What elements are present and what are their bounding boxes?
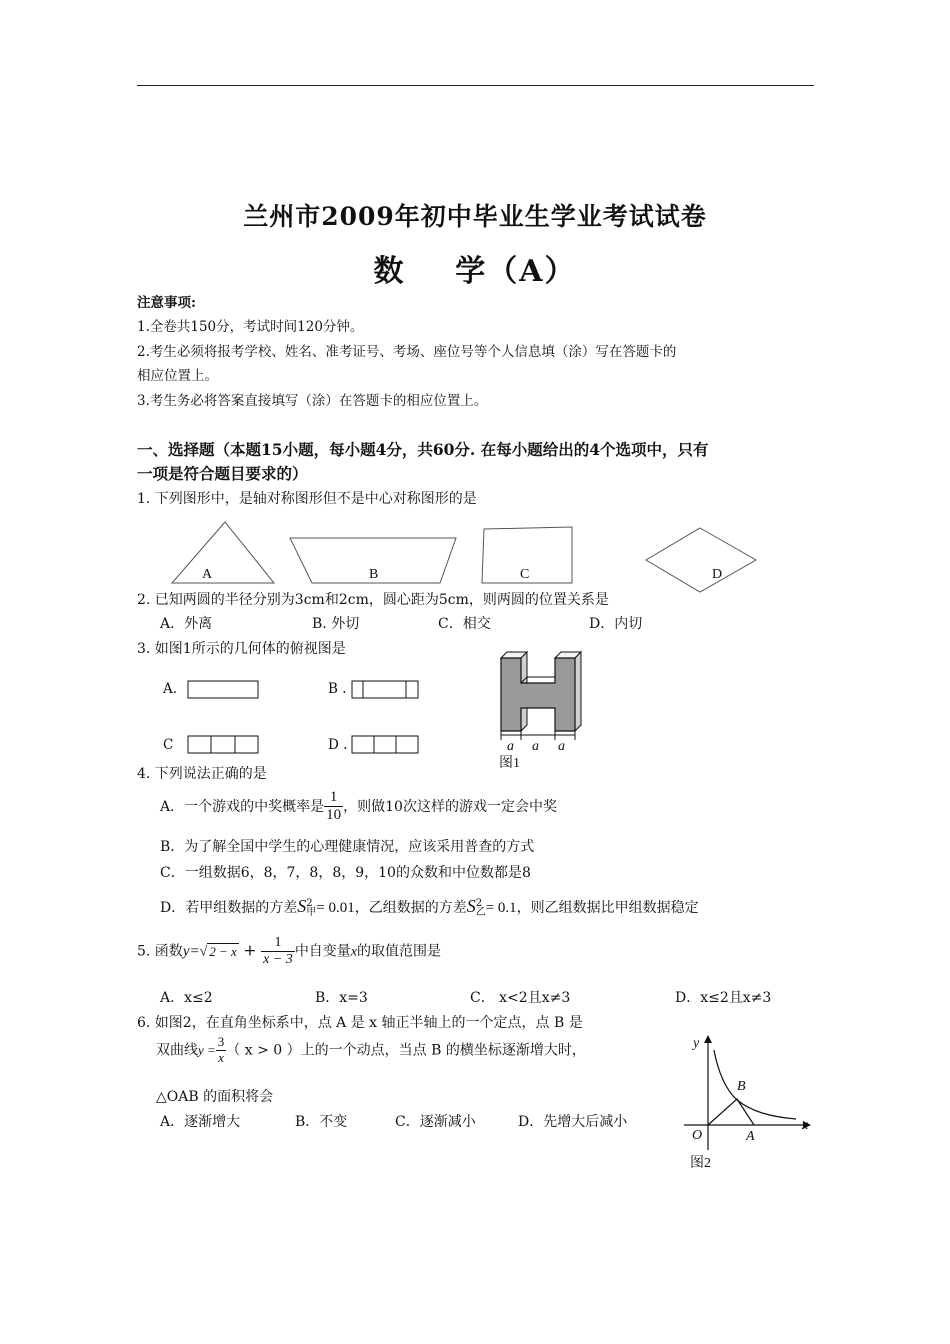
notice-item-2-cont: 相应位置上。 [137,368,218,384]
section-heading: 一、选择题（本题15小题，每小题4分，共60分. 在每小题给出的4个选项中，只有 [137,440,709,459]
q6-option-b: B．不变 [295,1114,348,1130]
q3-label-c: C [163,737,174,753]
q1-label-a: A [202,567,213,582]
q6-option-c: C．逐渐减小 [395,1114,476,1130]
q3-stem: 3. 如图1所示的几何体的俯视图是 [137,641,346,657]
q6-stem: 6. 如图2，在直角坐标系中，点 A 是 x 轴正半轴上的一个定点，点 B 是 [137,1015,583,1031]
q5-option-c: C． x<2且x≠3 [470,990,571,1006]
axis-label-y: y [693,1036,700,1051]
q1-label-b: B [369,567,379,582]
q3-label-a: A. [163,681,178,697]
point-b-label: B [737,1079,746,1094]
q5-stem: 5. 函数y=√ 2 − x + $\frac{1}{x - 3}$ 中自变量x的取值范围是 [137,935,442,968]
q5-option-b: B．x=3 [315,990,368,1006]
triangle-oab [708,1099,754,1125]
q2-option-b: B. 外切 [312,616,360,632]
q2-stem: 2. 已知两圆的半径分别为3cm和2cm，圆心距为5cm，则两圆的位置关系是 [137,592,609,608]
dim-label-2: a [532,739,539,754]
q1-label-d: D [712,567,723,582]
exam-title: 兰州市2009年初中毕业生学业考试试卷 [243,202,707,231]
origin-label: O [692,1128,703,1143]
q3-label-b: B . [328,681,347,697]
q4-option-a: A．一个游戏的中奖概率是 $\frac{1}{10}$ ，则做10次这样的游戏一定会中奖 [160,789,557,824]
q4-stem: 4. 下列说法正确的是 [137,766,267,782]
notice-heading: 注意事项: [137,295,196,311]
point-a-label: A [746,1129,755,1144]
dim-label-3: a [558,739,565,754]
dim-label-1: a [507,739,514,754]
q6-option-d: D．先增大后减小 [518,1114,628,1130]
q6-option-a: A．逐渐增大 [160,1114,241,1130]
q5-option-d: D．x≤2且x≠3 [675,990,772,1006]
q6-stem-line2: 双曲线y = $\frac{3}{x}$ （ x > 0 ）上的一个动点，当点 B 的横坐标逐渐增大时， [156,1034,586,1065]
notice-item-2: 2.考生必须将报考学校、姓名、准考证号、考场、座位号等个人信息填（涂）写在答题卡的 [137,344,677,360]
subject-title: 数 学（A） [373,254,577,289]
q3-label-d: D . [328,737,348,753]
q2-option-c: C．相交 [438,616,491,632]
q5-option-a: A．x≤2 [160,990,213,1006]
notice-item-3: 3.考生务必将答案直接填写（涂）在答题卡的相应位置上。 [137,393,488,409]
q2-option-d: D．内切 [589,616,643,632]
figure-1-caption: 图1 [499,756,520,771]
q6-stem-line3: △OAB 的面积将会 [156,1089,274,1105]
notice-item-1: 1.全卷共150分，考试时间120分钟。 [137,319,364,335]
q2-option-a: A．外离 [160,616,213,632]
q1-stem: 1. 下列图形中，是轴对称图形但不是中心对称图形的是 [137,491,477,507]
q1-label-c: C [520,567,530,582]
q4-option-c: C．一组数据6，8，7，8，8，9，10的众数和中位数都是8 [160,865,531,881]
q4-option-d: D．若甲组数据的方差S 2 甲 = 0.01，乙组数据的方差S 2 乙 = 0.1，则乙组数据比甲组数据稳定 [160,896,699,918]
section-heading-cont: 一项是符合题目要求的） [137,464,308,483]
figure-2-caption: 图2 [690,1156,711,1171]
q4-option-b: B．为了解全国中学生的心理健康情况，应该采用普查的方式 [160,839,535,855]
axis-label-x: x [802,1118,809,1133]
